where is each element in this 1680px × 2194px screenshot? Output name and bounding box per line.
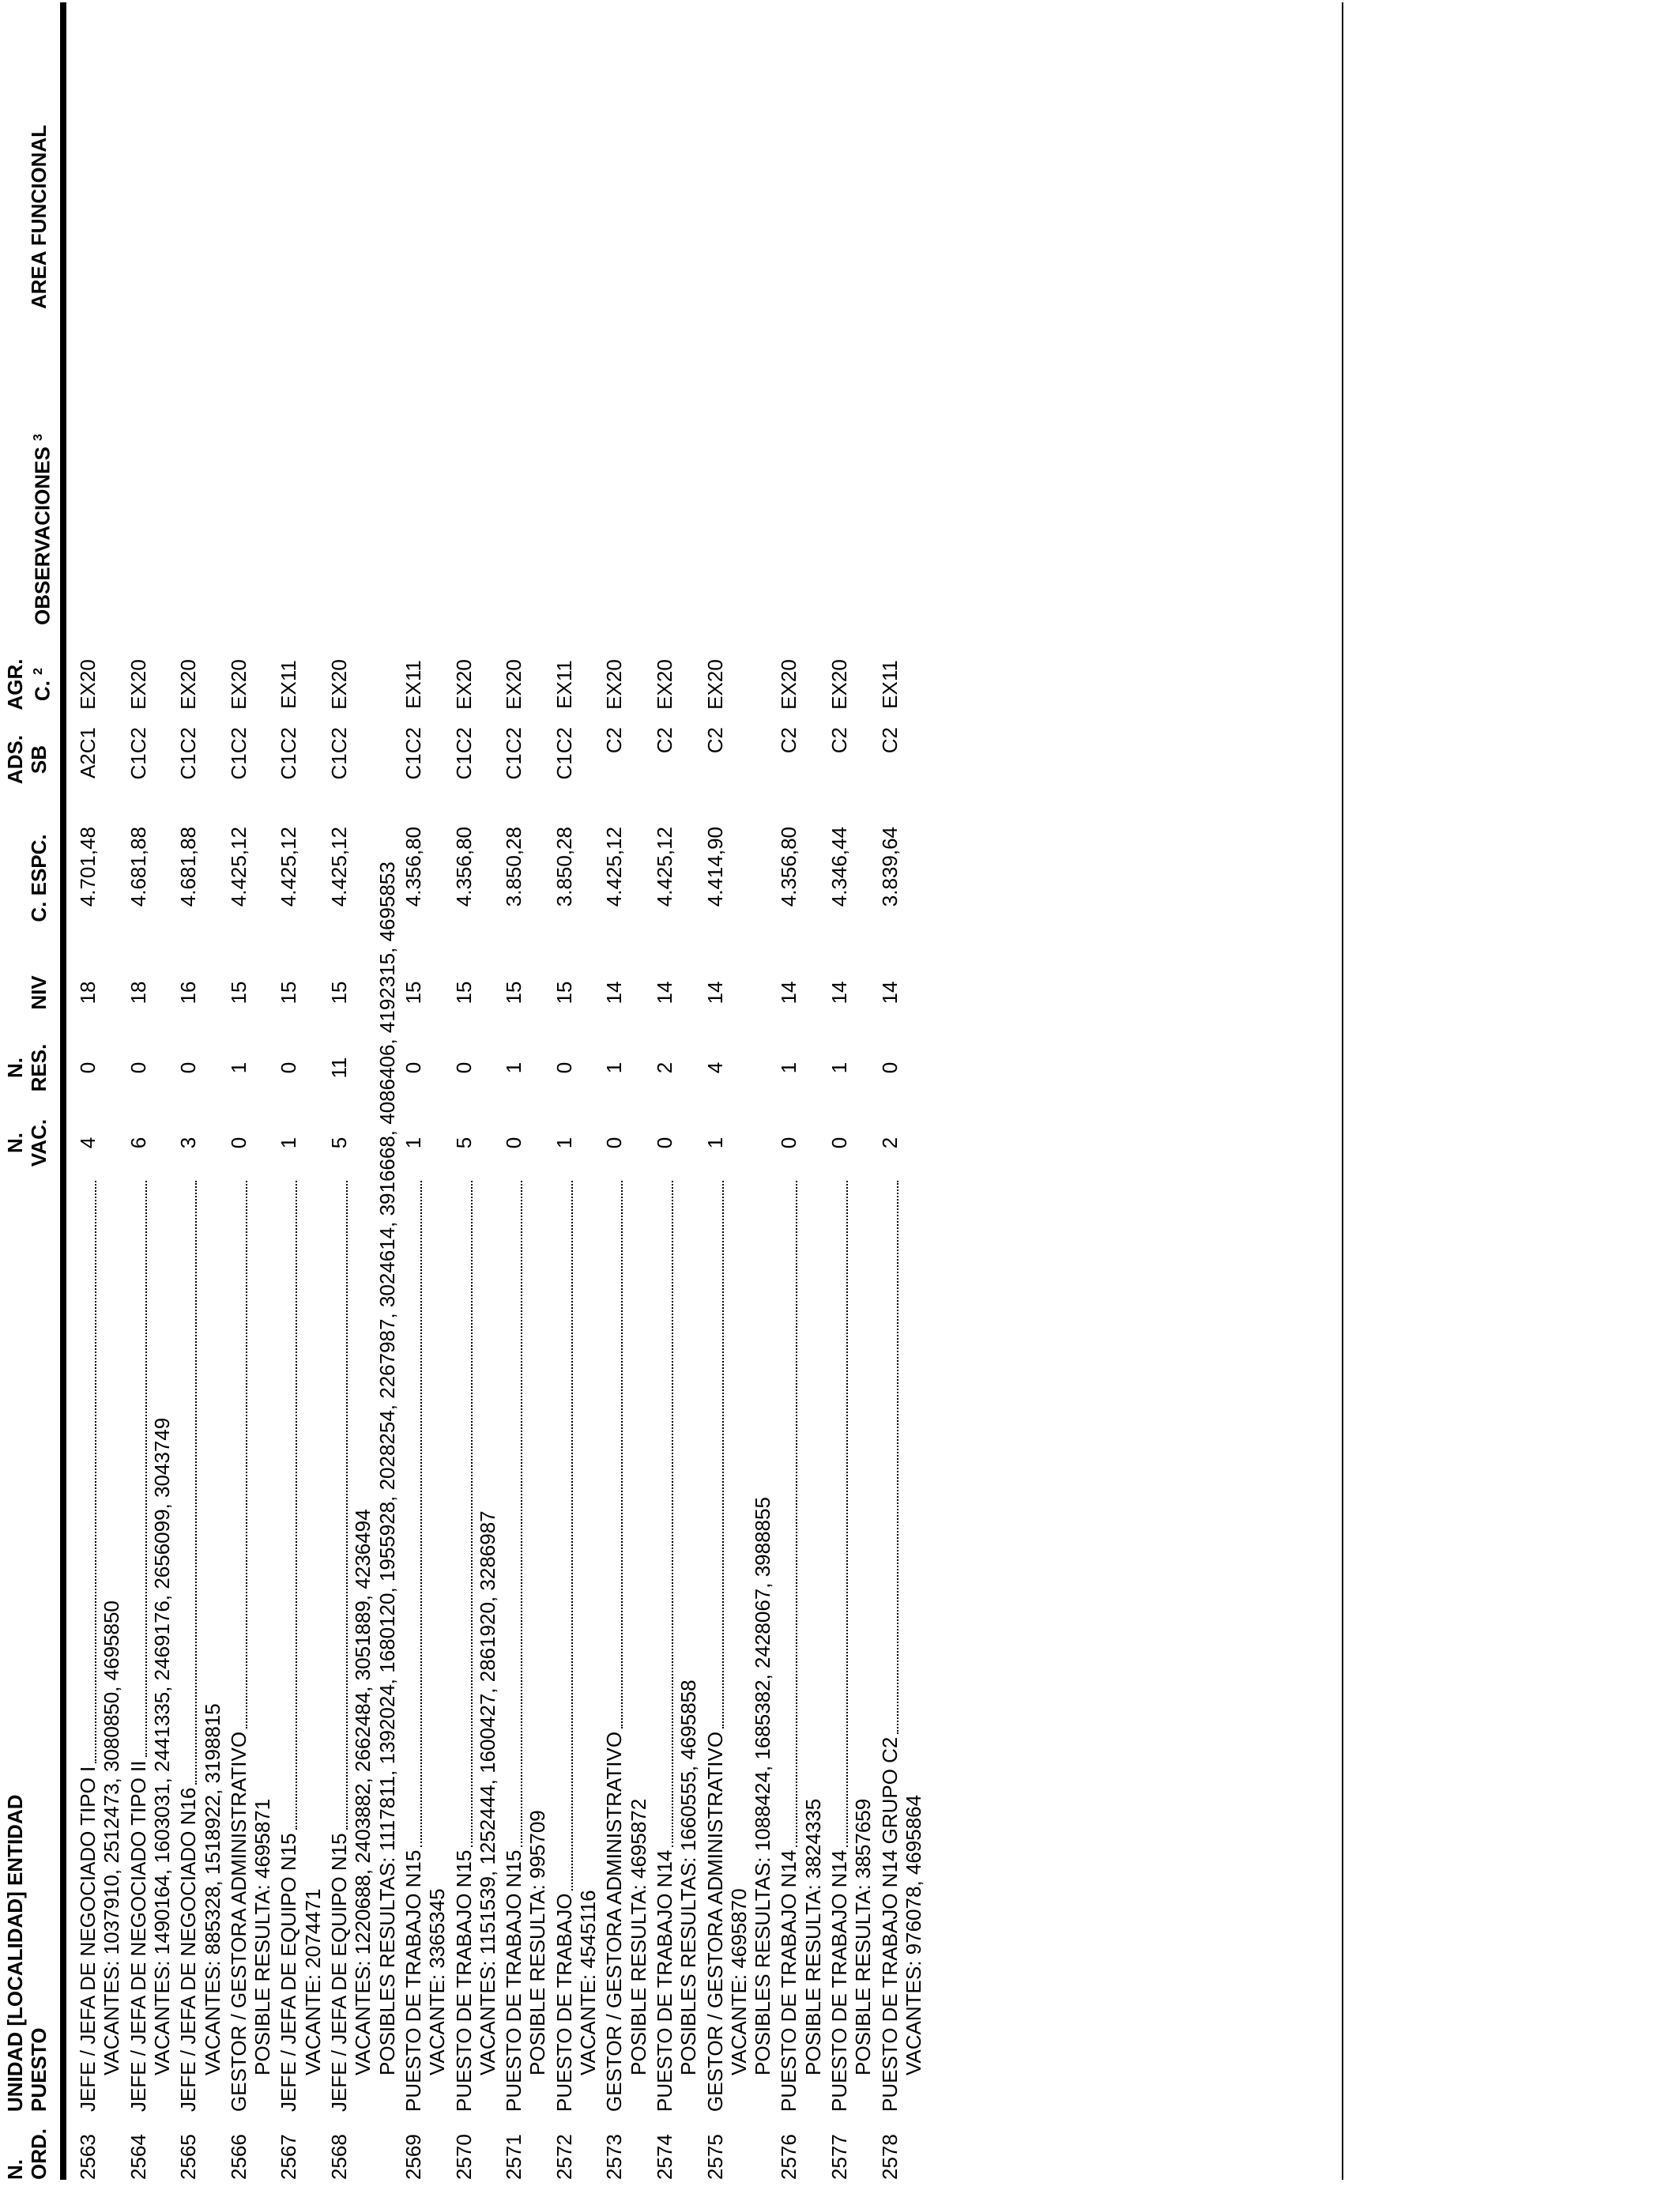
ord-number: 2574 — [652, 2134, 676, 2180]
nivel: 15 — [327, 981, 351, 1005]
res-count: 11 — [327, 1057, 351, 1079]
dot-leader — [672, 1181, 673, 1847]
vac-count: 0 — [226, 1137, 250, 1149]
header-rule — [60, 2, 66, 2180]
agrupacion: EX20 — [703, 659, 727, 710]
ord-number: 2568 — [327, 2134, 351, 2180]
complemento-especifico: 4.425,12 — [226, 827, 250, 907]
puesto-name: GESTOR / GESTORA ADMINISTRATIVO — [602, 1731, 627, 2112]
res-count: 0 — [877, 1061, 902, 1074]
complemento-especifico: 3.850,28 — [552, 827, 576, 907]
nivel: 15 — [401, 981, 425, 1005]
agrupacion: EX11 — [877, 660, 902, 709]
ord-number: 2575 — [703, 2134, 727, 2180]
nivel: 15 — [451, 981, 476, 1005]
puesto-name: PUESTO DE TRABAJO N14 — [827, 1849, 851, 2112]
res-count: 2 — [652, 1061, 676, 1074]
row-note: VACANTE: 4545116 — [576, 1890, 600, 2075]
puesto-name: PUESTO DE TRABAJO — [552, 1893, 576, 2112]
nivel: 15 — [502, 981, 526, 1005]
res-count: 1 — [827, 1061, 851, 1074]
vac-count: 1 — [703, 1137, 727, 1149]
nivel: 15 — [226, 981, 250, 1005]
header-vac: N. VAC. — [3, 1118, 51, 1167]
adscripcion-sb: C2 — [777, 727, 801, 754]
adscripcion-sb: C2 — [703, 727, 727, 754]
adscripcion-sb: C1C2 — [502, 727, 526, 780]
agrupacion: EX20 — [777, 659, 801, 710]
header-ads: ADS. SB — [3, 734, 51, 785]
nivel: 14 — [602, 981, 627, 1005]
header-niv: NIV — [27, 975, 51, 1010]
res-count: 0 — [552, 1061, 576, 1074]
vac-count: 0 — [777, 1137, 801, 1149]
res-count: 1 — [602, 1061, 627, 1074]
row-note: VACANTES: 1037910, 2512473, 3080850, 4695850 — [100, 1600, 124, 2075]
adscripcion-sb: C1C2 — [277, 727, 301, 780]
adscripcion-sb: C1C2 — [176, 727, 201, 780]
dot-leader — [246, 1181, 247, 1728]
complemento-especifico: 3.850,28 — [502, 827, 526, 907]
nivel: 15 — [552, 981, 576, 1005]
complemento-especifico: 4.356,80 — [401, 827, 425, 907]
res-count: 1 — [777, 1061, 801, 1074]
row-note: VACANTE: 2074471 — [300, 1888, 325, 2075]
agrupacion: EX20 — [652, 659, 676, 710]
res-count: 0 — [126, 1061, 150, 1074]
dot-leader — [521, 1181, 522, 1847]
header-agr: AGR. C. $^2$ — [3, 658, 55, 711]
row-note: POSIBLE RESULTA: 3824335 — [800, 1798, 825, 2075]
row-note: POSIBLES RESULTAS: 1088424, 1685382, 2428067, 3988855 — [751, 1497, 775, 2075]
ord-number: 2567 — [277, 2134, 301, 2180]
nivel: 18 — [76, 981, 100, 1005]
puesto-name: GESTOR / GESTORA ADMINISTRATIVO — [703, 1731, 727, 2112]
ord-number: 2570 — [451, 2134, 476, 2180]
dot-leader — [95, 1181, 96, 1763]
row-note: VACANTES: 885328, 1518922, 3198815 — [200, 1703, 224, 2075]
header-area-funcional: AREA FUNCIONAL — [27, 124, 51, 309]
puesto-name: JEFE / JEFA DE NEGOCIADO TIPO II — [126, 1760, 150, 2112]
ord-number: 2566 — [226, 2134, 250, 2180]
dot-leader — [346, 1181, 348, 1830]
vac-count: 0 — [502, 1137, 526, 1149]
dot-leader — [846, 1181, 848, 1847]
row-note: POSIBLE RESULTA: 995709 — [525, 1810, 550, 2075]
ord-number: 2563 — [76, 2134, 100, 2180]
adscripcion-sb: C2 — [877, 727, 902, 754]
res-count: 1 — [502, 1061, 526, 1074]
complemento-especifico: 3.839,64 — [877, 827, 902, 907]
nivel: 14 — [777, 981, 801, 1005]
header-espc: C. ESPC. — [27, 834, 51, 922]
adscripcion-sb: C1C2 — [552, 727, 576, 780]
row-note: POSIBLE RESULTA: 3857659 — [851, 1798, 876, 2075]
vac-count: 0 — [602, 1137, 627, 1149]
res-count: 0 — [176, 1061, 201, 1074]
row-note: POSIBLES RESULTAS: 1117811, 1392024, 1680120, 1955928, 2028254, 2267987, 3024614, 3916668, 4086406, 4192315, 4695853 — [375, 861, 399, 2075]
vac-count: 4 — [76, 1137, 100, 1149]
row-note: VACANTES: 1490164, 1603031, 2441335, 2469176, 2656099, 3043749 — [149, 1417, 174, 2075]
agrupacion: EX20 — [602, 659, 627, 710]
complemento-especifico: 4.414,90 — [703, 827, 727, 907]
agrupacion: EX11 — [277, 660, 301, 709]
ord-number: 2564 — [126, 2134, 150, 2180]
row-note: VACANTES: 1220688, 2403882, 2662484, 3051889, 4236494 — [351, 1509, 375, 2075]
puesto-name: GESTOR / GESTORA ADMINISTRATIVO — [226, 1731, 250, 2112]
vac-count: 1 — [401, 1137, 425, 1149]
dot-leader — [471, 1181, 473, 1847]
puesto-name: JEFE / JEFA DE NEGOCIADO TIPO I — [76, 1766, 100, 2112]
puesto-name: PUESTO DE TRABAJO N15 — [451, 1849, 476, 2112]
vac-count: 0 — [652, 1137, 676, 1149]
ord-number: 2572 — [552, 2134, 576, 2180]
puesto-name: PUESTO DE TRABAJO N15 — [502, 1849, 526, 2112]
res-count: 1 — [226, 1061, 250, 1074]
adscripcion-sb: C2 — [652, 727, 676, 754]
dot-leader — [296, 1181, 297, 1830]
dot-leader — [897, 1181, 898, 1734]
puesto-name: PUESTO DE TRABAJO N14 — [777, 1849, 801, 2112]
nivel: 14 — [877, 981, 902, 1005]
agrupacion: EX11 — [552, 660, 576, 709]
right-rule — [1342, 2, 1343, 2180]
agrupacion: EX20 — [327, 659, 351, 710]
row-note: VACANTE: 4695870 — [726, 1888, 751, 2075]
complemento-especifico: 4.356,80 — [451, 827, 476, 907]
res-count: 0 — [401, 1061, 425, 1074]
ord-number: 2571 — [502, 2134, 526, 2180]
nivel: 14 — [827, 981, 851, 1005]
ord-number: 2576 — [777, 2134, 801, 2180]
vac-count: 6 — [126, 1137, 150, 1149]
agrupacion: EX20 — [451, 659, 476, 710]
agrupacion: EX20 — [226, 659, 250, 710]
complemento-especifico: 4.425,12 — [652, 827, 676, 907]
complemento-especifico: 4.346,44 — [827, 827, 851, 907]
row-note: VACANTE: 3365345 — [425, 1888, 450, 2075]
vac-count: 1 — [277, 1137, 301, 1149]
nivel: 18 — [126, 981, 150, 1005]
complemento-especifico: 4.681,88 — [126, 827, 150, 907]
nivel: 15 — [277, 981, 301, 1005]
ord-number: 2577 — [827, 2134, 851, 2180]
puesto-name: PUESTO DE TRABAJO N15 — [401, 1849, 425, 2112]
row-note: VACANTES: 1151539, 1252444, 1600427, 2861920, 3286987 — [475, 1510, 499, 2075]
vac-count: 5 — [451, 1137, 476, 1149]
nivel: 14 — [703, 981, 727, 1005]
adscripcion-sb: C1C2 — [327, 727, 351, 780]
agrupacion: EX20 — [827, 659, 851, 710]
puesto-name: PUESTO DE TRABAJO N14 GRUPO C2 — [877, 1736, 902, 2112]
complemento-especifico: 4.425,12 — [327, 827, 351, 907]
vac-count: 3 — [176, 1137, 201, 1149]
dot-leader — [195, 1181, 197, 1785]
header-ord: N. ORD. — [3, 2128, 51, 2180]
header-observaciones: OBSERVACIONES $^3$ — [30, 433, 55, 625]
puesto-name: JEFE / JEFA DE NEGOCIADO N16 — [176, 1787, 201, 2112]
dot-leader — [796, 1181, 797, 1847]
vac-count: 2 — [877, 1137, 902, 1149]
nivel: 14 — [652, 981, 676, 1005]
vac-count: 0 — [827, 1137, 851, 1149]
row-note: POSIBLES RESULTAS: 1660555, 4695858 — [676, 1679, 701, 2075]
agrupacion: EX11 — [401, 660, 425, 709]
puesto-name: PUESTO DE TRABAJO N14 — [652, 1849, 676, 2112]
ord-number: 2565 — [176, 2134, 201, 2180]
adscripcion-sb: A2C1 — [76, 727, 100, 779]
adscripcion-sb: C2 — [602, 727, 627, 754]
vac-count: 5 — [327, 1137, 351, 1149]
ord-number: 2573 — [602, 2134, 627, 2180]
header-res: N. RES. — [3, 1043, 51, 1092]
adscripcion-sb: C1C2 — [126, 727, 150, 780]
adscripcion-sb: C1C2 — [226, 727, 250, 780]
dot-leader — [420, 1181, 422, 1847]
puesto-name: JEFE / JEFA DE EQUIPO N15 — [277, 1833, 301, 2112]
res-count: 4 — [703, 1061, 727, 1074]
dot-leader — [145, 1181, 147, 1757]
agrupacion: EX20 — [76, 659, 100, 710]
complemento-especifico: 4.425,12 — [602, 827, 627, 907]
dot-leader — [722, 1181, 724, 1728]
ord-number: 2569 — [401, 2134, 425, 2180]
vac-count: 1 — [552, 1137, 576, 1149]
dot-leader — [621, 1181, 623, 1728]
header-unidad-puesto: UNIDAD [LOCALIDAD] ENTIDAD PUESTO — [3, 1794, 51, 2112]
agrupacion: EX20 — [502, 659, 526, 710]
agrupacion: EX20 — [176, 659, 201, 710]
row-note: VACANTES: 976078, 4695864 — [901, 1794, 925, 2075]
adscripcion-sb: C1C2 — [401, 727, 425, 780]
row-note: POSIBLE RESULTA: 4695872 — [626, 1798, 650, 2075]
complemento-especifico: 4.425,12 — [277, 827, 301, 907]
adscripcion-sb: C1C2 — [451, 727, 476, 780]
agrupacion: EX20 — [126, 659, 150, 710]
res-count: 0 — [76, 1061, 100, 1074]
puesto-name: JEFE / JEFA DE EQUIPO N15 — [327, 1833, 351, 2112]
row-note: POSIBLE RESULTA: 4695871 — [250, 1798, 275, 2075]
nivel: 16 — [176, 981, 201, 1005]
res-count: 0 — [451, 1061, 476, 1074]
res-count: 0 — [277, 1061, 301, 1074]
complemento-especifico: 4.701,48 — [76, 827, 100, 907]
complemento-especifico: 4.681,88 — [176, 827, 201, 907]
adscripcion-sb: C2 — [827, 727, 851, 754]
ord-number: 2578 — [877, 2134, 902, 2180]
complemento-especifico: 4.356,80 — [777, 827, 801, 907]
dot-leader — [571, 1181, 573, 1891]
